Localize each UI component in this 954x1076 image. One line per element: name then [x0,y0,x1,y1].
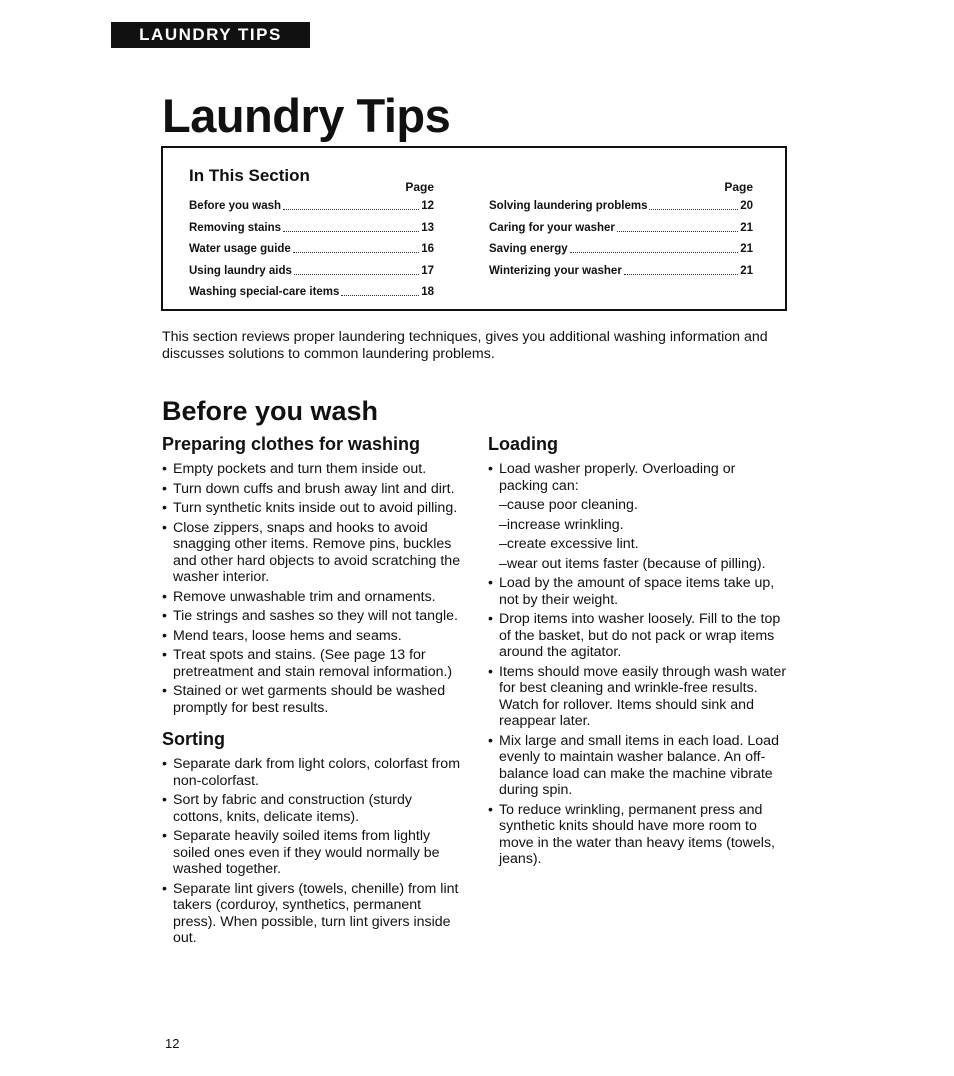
page-number: 12 [165,1036,180,1051]
toc-box [161,146,787,311]
section-tab: LAUNDRY TIPS [111,22,310,48]
toc-page-label: Page [724,180,753,194]
left-column [162,433,462,950]
sorting-heading: Sorting [162,729,225,749]
leader-dots [341,295,419,296]
list-item: • Stained or wet garments should be washed promptly for best results. [162,683,462,716]
list-item: • Sort by fabric and construction (sturdy cottons, knits, delicate items). [162,792,462,825]
leader-dots [624,274,738,275]
preparing-heading: Preparing clothes for washing [162,434,421,454]
toc-entry-label: Caring for your washer [489,221,615,234]
toc-entry-page: 13 [421,221,434,234]
leader-dots [283,231,419,232]
leader-dots [649,209,738,210]
toc-entry[interactable] [489,261,753,283]
list-item: • Separate lint givers (towels, chenille) from lint takers (corduroy, synthetics, permanent press). When possible, turn lint givers inside out. [162,881,462,947]
loading-heading: Loading [488,434,558,454]
list-item: • Treat spots and stains. (See page 13 for pretreatment and stain removal information.) [162,647,462,680]
toc-entry-label: Removing stains [189,221,282,234]
toc-entry-label: Saving energy [489,243,568,255]
sub-list-item: –wear out items faster (because of pilling). [499,555,766,572]
toc-entry-label: Using laundry aids [189,264,292,277]
list-item: • Empty pockets and turn them inside out. [162,461,462,478]
toc-entry-page: 12 [421,200,434,212]
toc-entry-page: 21 [740,221,753,234]
list-item: • Close zippers, snaps and hooks to avoid snagging other items. Remove pins, buckles and other hard objects to avoid scratching the washer interior. [162,520,462,586]
toc-page-label: Page [405,180,434,194]
preparing-list [162,461,462,716]
list-item: • Mix large and small items in each load. Load evenly to maintain washer balance. An off-balance load can make the machine vibrate during spin. [488,733,788,799]
toc-entry-page: 16 [421,243,434,255]
list-item: • Mend tears, loose hems and seams. [162,628,462,645]
toc-entry[interactable] [489,239,753,261]
toc-entry[interactable] [189,218,434,240]
toc-entry[interactable] [189,239,434,261]
list-item: • Separate heavily soiled items from lightly soiled ones even if they would normally be washed together. [162,828,462,878]
toc-entry-label: Washing special-care items [189,286,340,298]
list-item: • Items should move easily through wash water for best cleaning and wrinkle-free results. Watch for rollover. Items should sink and reappear later. [488,664,788,730]
section-title: Before you wash [162,396,379,426]
list-item: • Tie strings and sashes so they will not tangle. [162,608,462,625]
list-item: • Drop items into washer loosely. Fill to the top of the basket, but do not pack or wrap items around the agitator. [488,611,788,661]
toc-entry-label: Winterizing your washer [489,264,622,277]
toc-entry-page: 18 [421,286,434,298]
toc-entry-label: Before you wash [189,200,282,212]
list-item: • Turn down cuffs and brush away lint and dirt. [162,481,462,498]
list-item: • Load by the amount of space items take up, not by their weight. [488,575,788,608]
loading-list [488,461,788,868]
leader-dots [617,231,738,232]
list-item: • To reduce wrinkling, permanent press and synthetic knits should have more room to move in the water than heavy items (towels, jeans). [488,802,788,868]
toc-entry-page: 21 [740,243,753,255]
sorting-list [162,756,462,947]
toc-entry-page: 21 [740,264,753,277]
list-item: • Turn synthetic knits inside out to avoid pilling. [162,500,462,517]
sub-list-item: –cause poor cleaning. [499,497,638,513]
leader-dots [293,252,419,253]
toc-entry-page: 20 [740,200,753,212]
sub-list-item: –increase wrinkling. [499,516,624,533]
list-item: • Load washer properly. Overloading or packing can: [488,461,788,494]
leader-dots [283,209,419,210]
toc-entry[interactable] [189,196,434,218]
toc-entry-page: 17 [421,264,434,277]
toc-entry[interactable] [189,261,434,283]
toc-column-right [489,180,753,282]
leader-dots [570,252,739,253]
toc-entry[interactable] [489,218,753,240]
toc-heading: In This Section [189,166,310,185]
list-item: • Remove unwashable trim and ornaments. [162,589,462,606]
list-item: • Separate dark from light colors, colorfast from non-colorfast. [162,756,462,789]
toc-entry[interactable] [489,196,753,218]
toc-column-left [189,180,434,304]
sub-list-item: –create excessive lint. [499,536,639,552]
leader-dots [294,274,419,275]
toc-entry-label: Solving laundering problems [489,200,648,212]
intro-paragraph: This section reviews proper laundering techniques, gives you additional washing information and discusses solutions to common laundering problems. [162,329,768,362]
toc-entry[interactable] [189,282,434,304]
page-title: Laundry Tips [162,89,451,142]
toc-entry-label: Water usage guide [189,243,291,255]
right-column [488,433,788,871]
